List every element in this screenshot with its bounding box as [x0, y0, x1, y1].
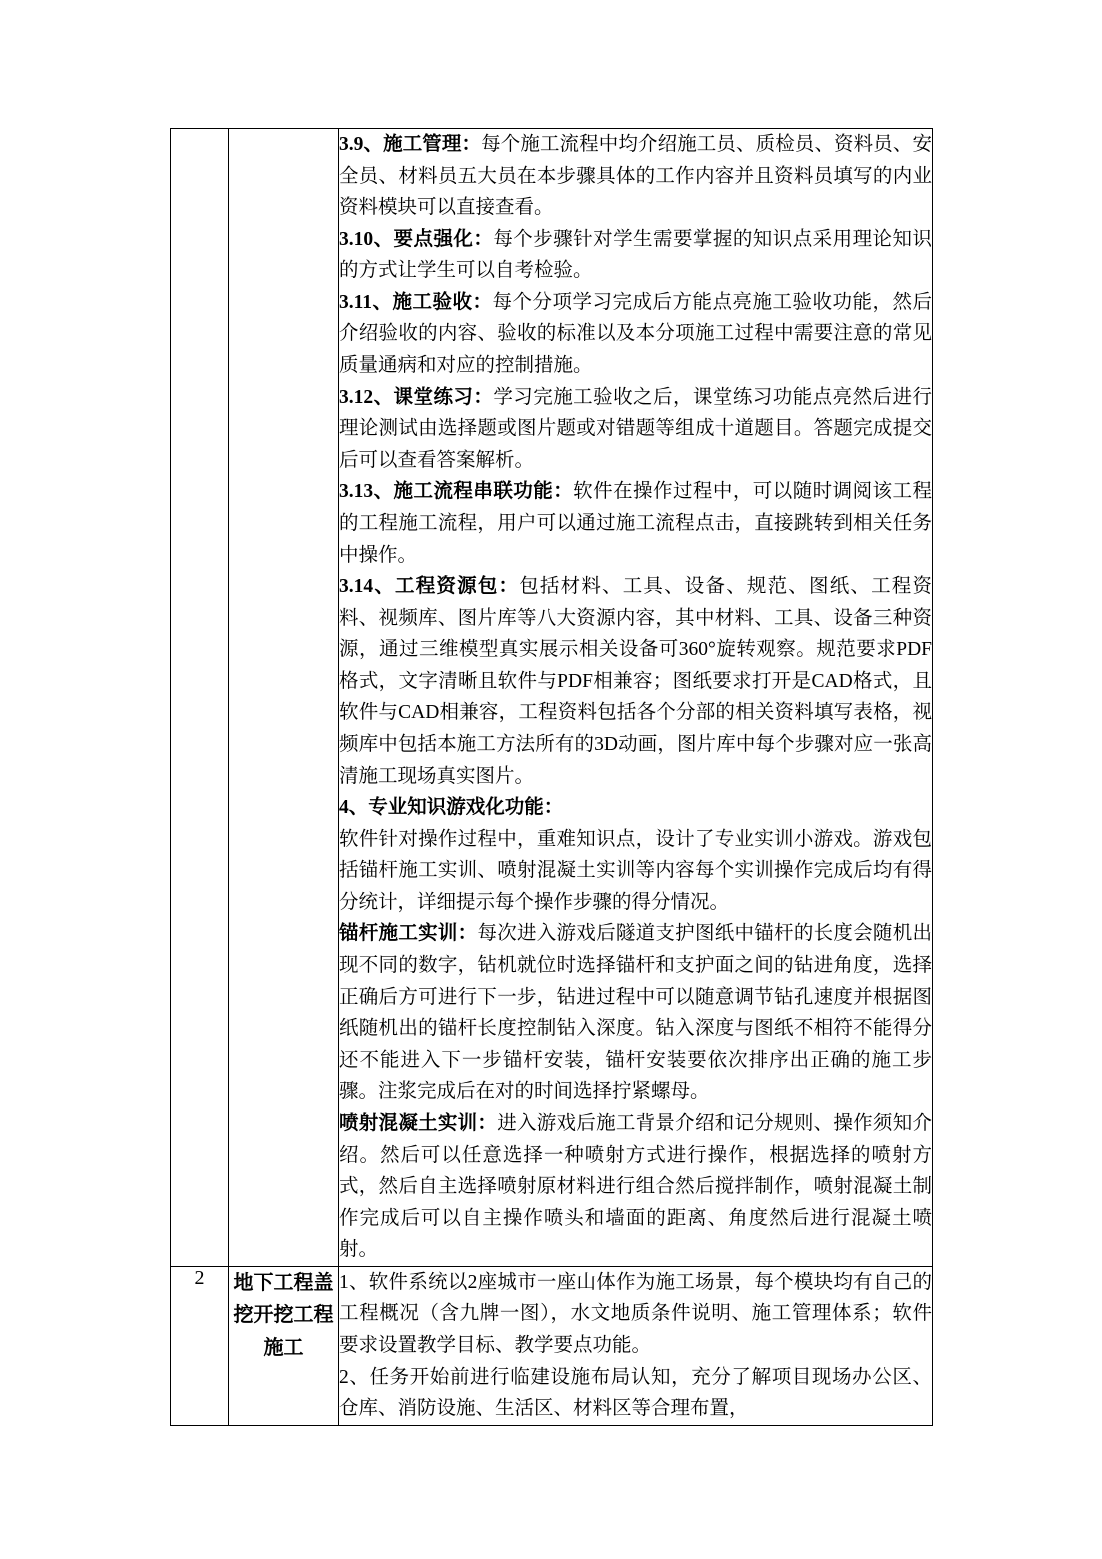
paragraph	[339, 824, 932, 919]
row-number-cell	[171, 129, 229, 1267]
paragraph	[339, 792, 932, 824]
row-content-cell	[339, 129, 933, 1267]
table-row	[171, 129, 933, 1267]
paragraph	[339, 382, 932, 477]
paragraph-lead: 锚杆施工实训：	[339, 923, 478, 945]
paragraph	[339, 1108, 932, 1266]
paragraph-lead: 3.12、课堂练习：	[339, 386, 494, 408]
paragraph	[339, 1362, 932, 1425]
paragraph-lead: 喷射混凝土实训：	[339, 1112, 498, 1134]
paragraph-text: 软件在操作过程中，可以随时调阅该工程的工程施工流程，用户可以通过施工流程点击，直接跳转到相关任务中操作。	[339, 481, 932, 566]
paragraph-lead: 3.10、要点强化：	[339, 228, 494, 250]
paragraph	[339, 476, 932, 571]
row-name-cell: 地下工程盖挖开挖工程施工	[229, 1266, 339, 1425]
paragraph-text: 软件针对操作过程中，重难知识点，设计了专业实训小游戏。游戏包括锚杆施工实训、喷射混凝土实训等内容每个实训操作完成后均有得分统计，详细提示每个操作步骤的得分情况。	[339, 828, 932, 913]
paragraph-lead: 3.9、施工管理：	[339, 134, 482, 155]
paragraph-text: 1、软件系统以2座城市一座山体作为施工场景，每个模块均有自己的工程概况（含九牌一图），水文地质条件说明、施工管理体系；软件要求设置教学目标、教学要点功能。	[339, 1271, 932, 1356]
paragraph-text: 包括材料、工具、设备、规范、图纸、工程资料、视频库、图片库等八大资源内容，其中材料、工具、设备三种资源，通过三维模型真实展示相关设备可360°旋转观察。规范要求PDF格式，文字清晰且软件与PDF相兼容；图纸要求打开是CAD格式，且软件与CAD相兼容，工程资料包括各个分部的相关资料填写表格，视频库中包括本施工方法所有的3D动画，图片库中每个步骤对应一张高清施工现场真实图片。	[339, 576, 932, 787]
paragraph	[339, 1267, 932, 1362]
paragraph-text: 进入游戏后施工背景介绍和记分规则、操作须知介绍。然后可以任意选择一种喷射方式进行操作，根据选择的喷射方式，然后自主选择喷射原材料进行组合然后搅拌制作，喷射混凝土制作完成后可以自主操作喷头和墙面的距离、角度然后进行混凝土喷射。	[339, 1112, 932, 1261]
paragraph-text: 2、任务开始前进行临建设施布局认知，充分了解项目现场办公区、仓库、消防设施、生活区、材料区等合理布置，	[339, 1366, 932, 1420]
paragraph-lead: 3.14、工程资源包：	[339, 576, 520, 598]
row-name-cell	[229, 129, 339, 1267]
paragraph-text: 每个施工流程中均介绍施工员、质检员、资料员、安全员、材料员五大员在本步骤具体的工作内容并且资料员填写的内业资料模块可以直接查看。	[339, 134, 932, 219]
paragraph	[339, 224, 932, 287]
paragraph-lead: 3.13、施工流程串联功能：	[339, 481, 574, 503]
paragraph-text: 学习完施工验收之后，课堂练习功能点亮然后进行理论测试由选择题或图片题或对错题等组成十道题目。答题完成提交后可以查看答案解析。	[339, 386, 932, 471]
paragraph-lead: 4、专业知识游戏化功能：	[339, 797, 564, 819]
paragraph	[339, 287, 932, 382]
row-number-cell: 2	[171, 1266, 229, 1425]
table-row	[171, 1266, 933, 1425]
paragraph-text: 每个分项学习完成后方能点亮施工验收功能，然后介绍验收的内容、验收的标准以及本分项施工过程中需要注意的常见质量通病和对应的控制措施。	[339, 291, 932, 377]
paragraph	[339, 918, 932, 1107]
paragraph	[339, 571, 932, 792]
paragraph-text: 每次进入游戏后隧道支护图纸中锚杆的长度会随机出现不同的数字，钻机就位时选择锚杆和支护面之间的钻进角度，选择正确后方可进行下一步，钻进过程中可以随意调节钻孔速度并根据图纸随机出的锚杆长度控制钻入深度。钻入深度与图纸不相符不能得分还不能进入下一步锚杆安装，锚杆安装要依次排序出正确的施工步骤。注浆完成后在对的时间选择拧紧螺母。	[339, 923, 932, 1103]
row-content-cell	[339, 1266, 933, 1425]
specification-table	[170, 128, 933, 1426]
paragraph	[339, 129, 932, 224]
paragraph-lead: 3.11、施工验收：	[339, 291, 493, 313]
paragraph-text: 每个步骤针对学生需要掌握的知识点采用理论知识的方式让学生可以自考检验。	[339, 228, 932, 282]
